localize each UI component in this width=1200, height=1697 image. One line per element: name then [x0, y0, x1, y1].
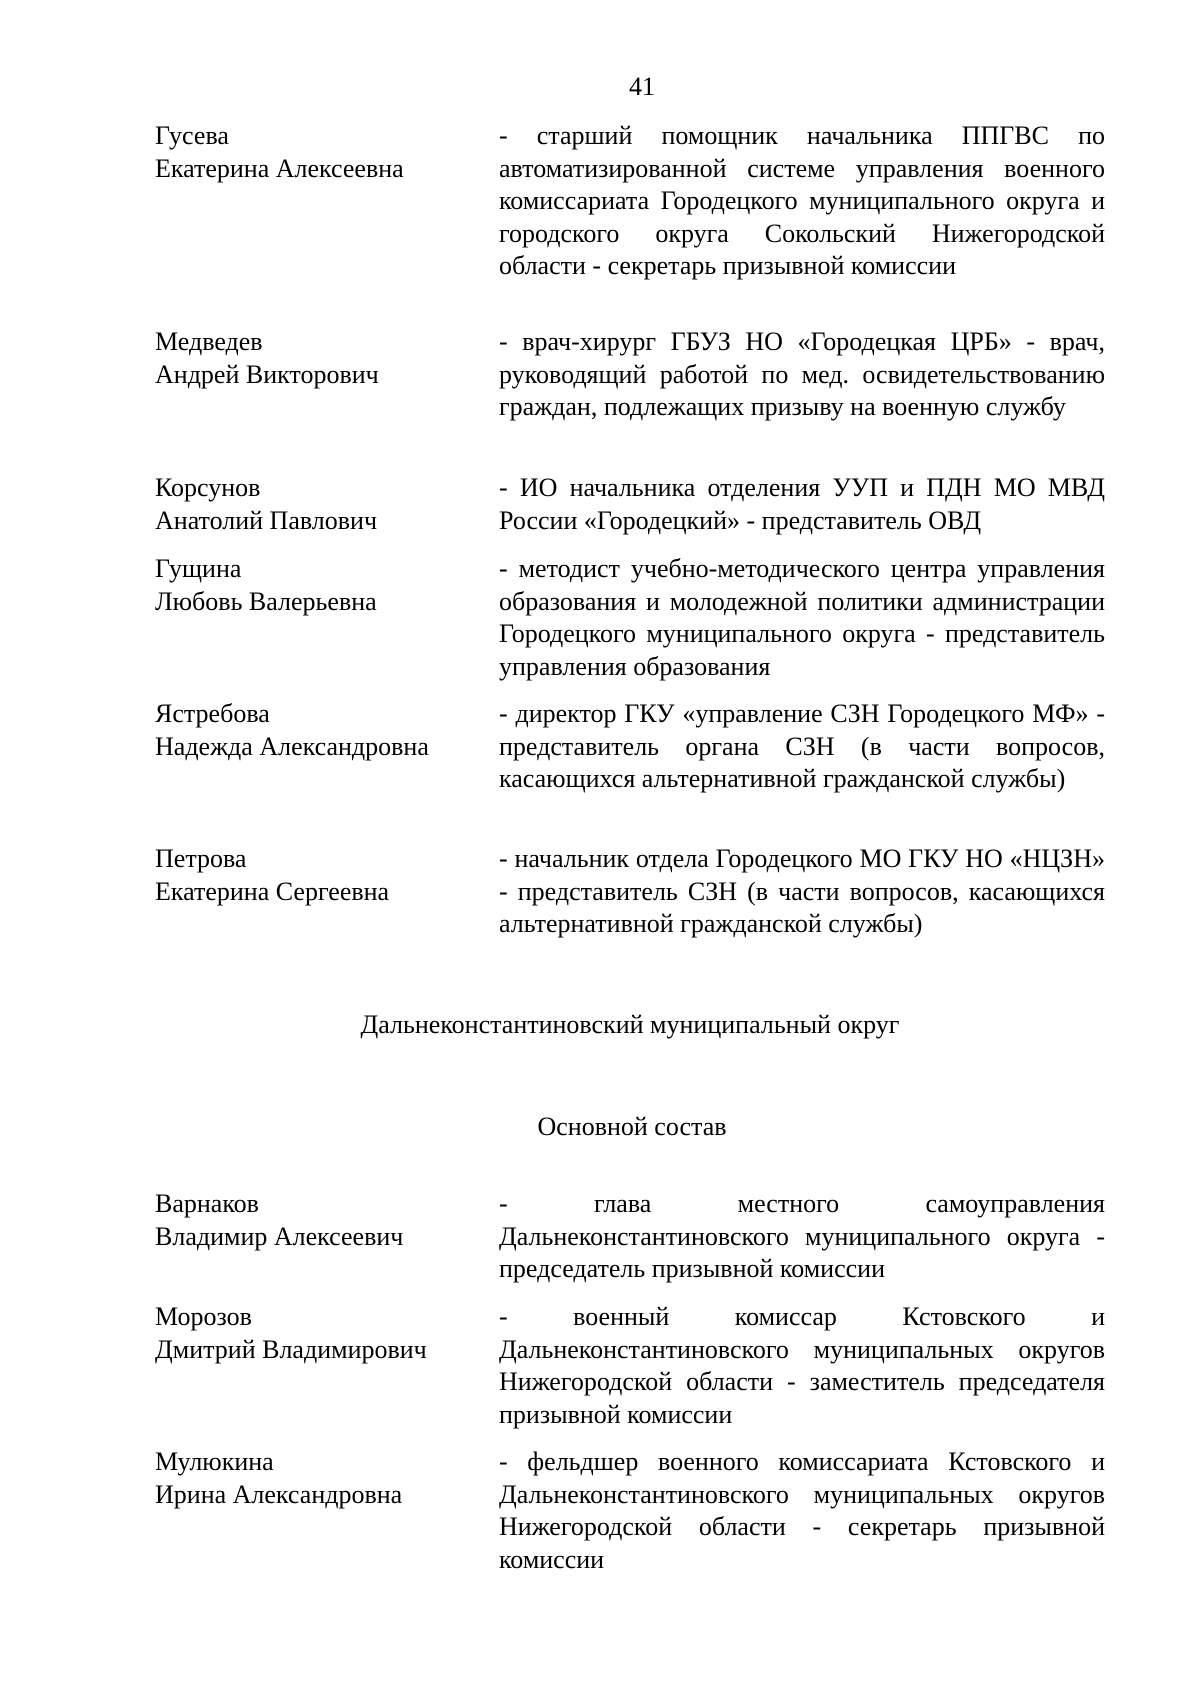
member-role: - методист учебно-методического центра управления образования и молодежной политики администрации Городецкого муниципального округа - представитель управления образования — [499, 554, 1105, 681]
list-item — [155, 120, 1105, 283]
member-surname: Мулюкина — [155, 1447, 274, 1476]
member-surname: Варнаков — [155, 1189, 259, 1218]
member-surname: Гущина — [155, 554, 242, 583]
member-role: - глава местного самоуправления Дальнеконстантиновского муниципального округа - председатель призывной комиссии — [499, 1189, 1105, 1283]
member-role: - военный комиссар Кстовского и Дальнеконстантиновского муниципальных округов Нижегородской области - заместитель председателя призывной комиссии — [499, 1302, 1105, 1429]
list-item — [155, 843, 1105, 941]
member-given-name: Любовь Валерьевна — [155, 586, 377, 616]
member-name — [155, 326, 499, 424]
member-given-name: Ирина Александровна — [155, 1479, 403, 1509]
list-item — [155, 698, 1105, 796]
entry-block — [155, 553, 1105, 683]
entry-block — [155, 843, 1105, 941]
member-given-name: Надежда Александровна — [155, 731, 429, 761]
member-role: - фельдшер военного комиссариата Кстовского и Дальнеконстантиновского муниципальных округов Нижегородской области - секретарь призывной комиссии — [499, 1447, 1105, 1574]
member-name — [155, 472, 499, 537]
member-given-name: Андрей Викторович — [155, 359, 379, 389]
member-surname: Петрова — [155, 844, 247, 873]
member-given-name: Дмитрий Владимирович — [155, 1334, 427, 1364]
entry-block — [155, 1301, 1105, 1431]
list-item — [155, 553, 1105, 683]
district-heading: Дальнеконстантиновский муниципальный округ — [360, 1010, 900, 1039]
list-item — [155, 326, 1105, 424]
member-role: - врач-хирург ГБУЗ НО «Городецкая ЦРБ» - врач, руководящий работой по мед. освидетельствованию граждан, подлежащих призыву на военную службу — [499, 327, 1105, 421]
member-name — [155, 843, 499, 941]
member-surname: Гусева — [155, 121, 229, 150]
entry-block — [155, 698, 1105, 796]
entry-block — [155, 326, 1105, 424]
entry-block — [155, 1188, 1105, 1286]
list-item — [155, 1188, 1105, 1286]
member-name — [155, 1301, 499, 1431]
member-name — [155, 1188, 499, 1286]
entry-block — [155, 120, 1105, 283]
list-item — [155, 472, 1105, 537]
member-name — [155, 553, 499, 683]
member-given-name: Владимир Алексеевич — [155, 1221, 404, 1251]
entry-block — [155, 1446, 1105, 1576]
member-given-name: Екатерина Сергеевна — [155, 876, 390, 906]
member-role: - начальник отдела Городецкого МО ГКУ НО «НЦЗН» - представитель СЗН (в части вопросов, касающихся альтернативной гражданской службы) — [499, 844, 1105, 938]
composition-heading: Основной состав — [537, 1112, 727, 1141]
member-surname: Морозов — [155, 1302, 252, 1331]
member-given-name: Анатолий Павлович — [155, 505, 378, 535]
member-name — [155, 698, 499, 796]
member-role: - директор ГКУ «управление СЗН Городецкого МФ» - представитель органа СЗН (в части вопросов, касающихся альтернативной гражданской службы) — [499, 699, 1105, 793]
member-surname: Корсунов — [155, 473, 261, 502]
entry-block — [155, 472, 1105, 537]
member-role: - старший помощник начальника ППГВС по автоматизированной системе управления военного комиссариата Городецкого муниципального округа и городского округа Сокольский Нижегородской области - секретарь призывной комиссии — [499, 121, 1105, 280]
member-name — [155, 1446, 499, 1576]
page-number: 41 — [629, 72, 655, 101]
member-surname: Ястребова — [155, 699, 270, 728]
member-given-name: Екатерина Алексеевна — [155, 153, 404, 183]
member-surname: Медведев — [155, 327, 263, 356]
list-item — [155, 1301, 1105, 1431]
member-name — [155, 120, 499, 283]
list-item — [155, 1446, 1105, 1576]
member-role: - ИО начальника отделения УУП и ПДН МО МВД России «Городецкий» - представитель ОВД — [499, 473, 1105, 535]
